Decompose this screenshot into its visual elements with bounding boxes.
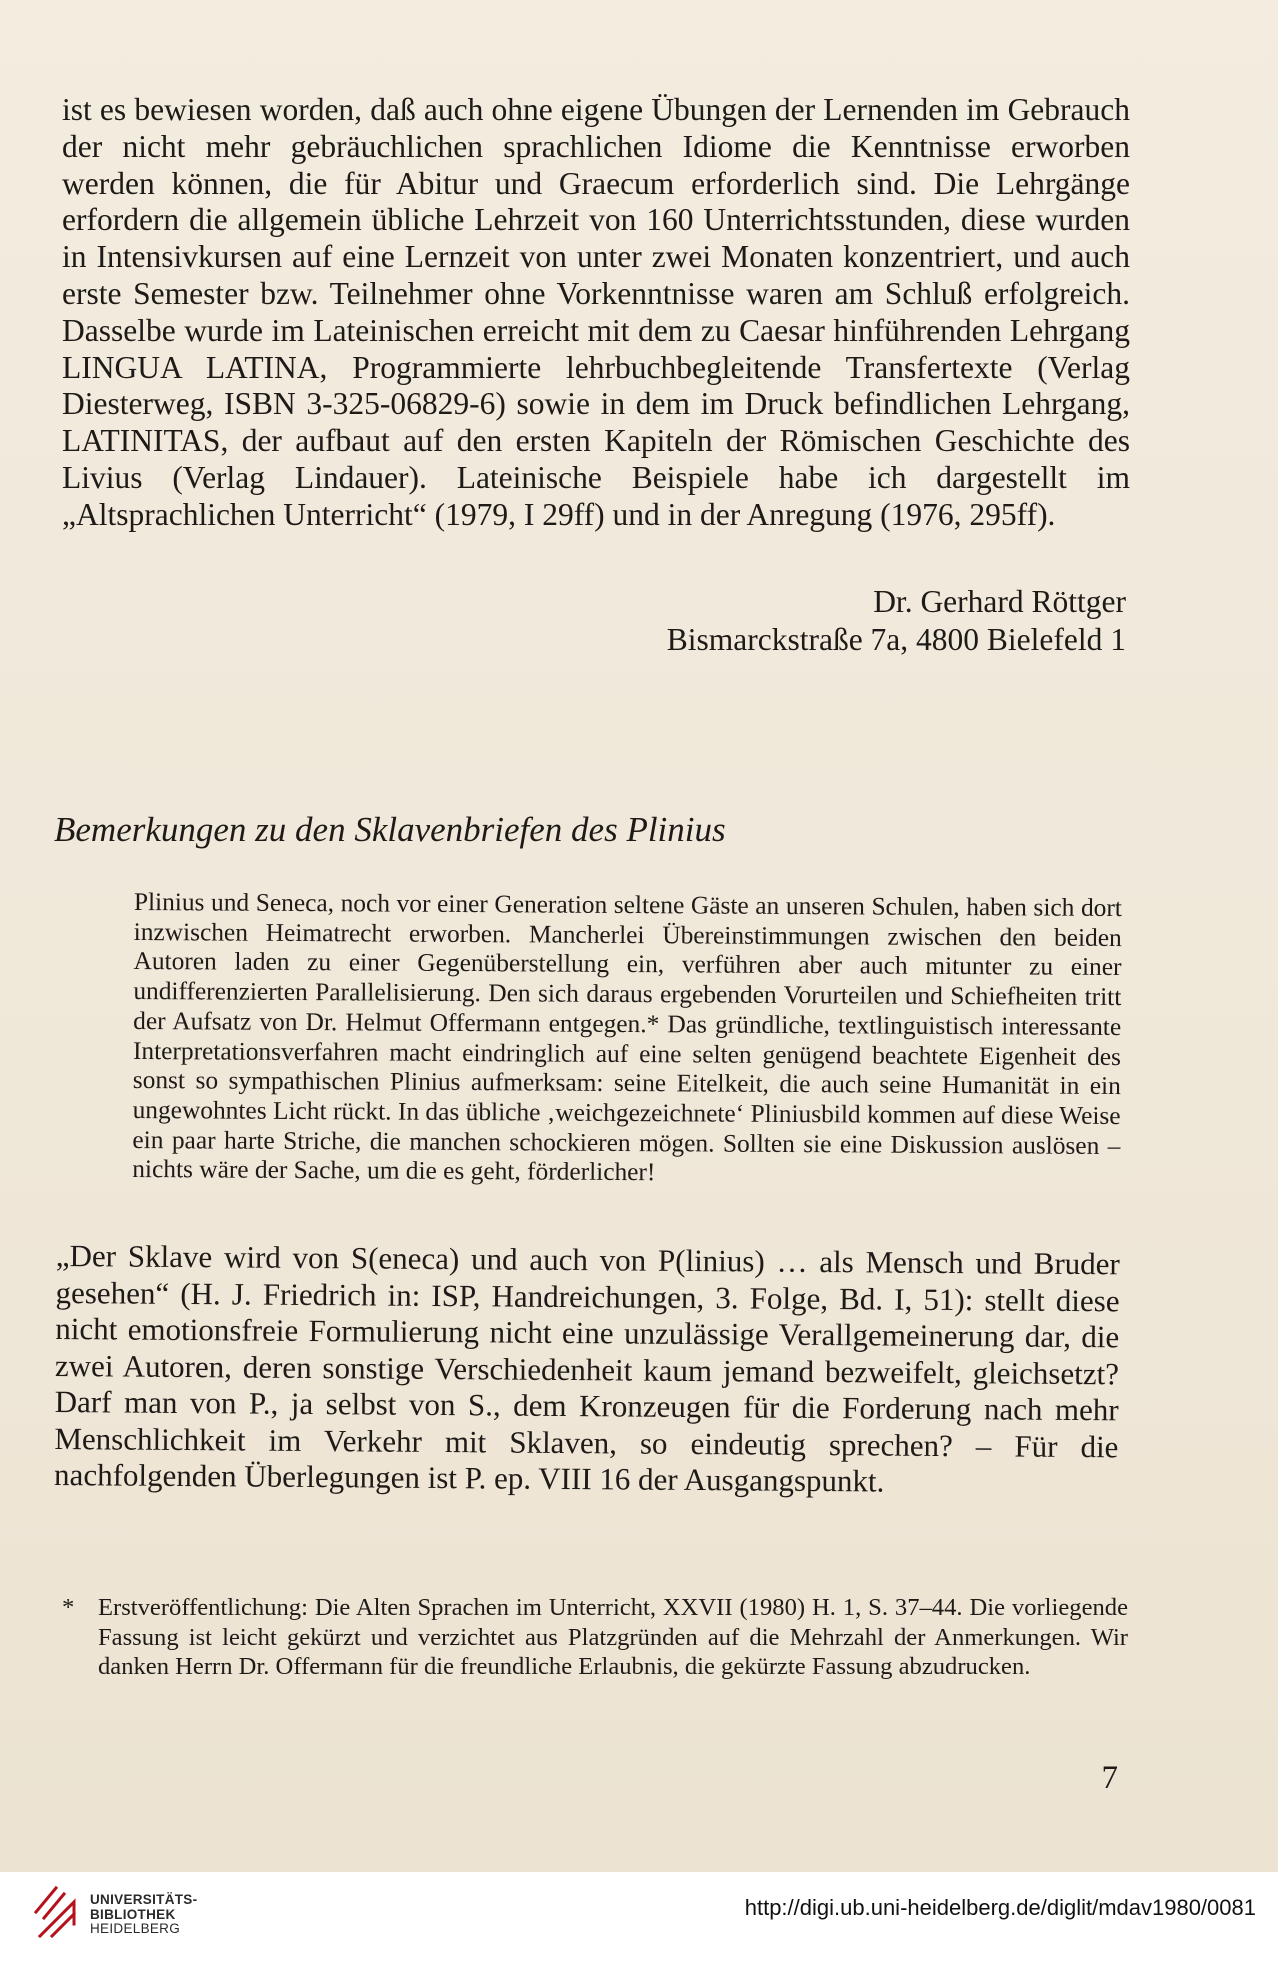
library-logo-icon[interactable] — [30, 1882, 80, 1942]
article-body: „Der Sklave wird von S(eneca) und auch von P(linius) … als Mensch und Bruder gesehen“ (H. J. Friedrich in: ISP, Handreichungen, 3. Folge, Bd. I, 51): stellt diese nicht emotionsfreie Formulierung nicht eine unzulässige Verallgemeinerung dar, die zwei Autoren, deren sonstige Verschiedenheit kaum jemand bezweifelt, gleichsetzt? Darf man von P., ja selbst von S., dem Kronzeugen für die Forderung nach mehr Menschlichkeit im Verkehr mit Sklaven, so eindeutig sprechen? – Für die nachfolgenden Überlegungen ist P. ep. VIII 16 der Ausgangspunkt. — [54, 1238, 1120, 1499]
logo-line-3: HEIDELBERG — [90, 1921, 181, 1936]
page-number: 7 — [1101, 1760, 1118, 1796]
author-signature — [667, 583, 1126, 659]
library-logo-text — [90, 1893, 197, 1937]
footnote — [62, 1593, 1128, 1682]
footnote-mark: * — [62, 1594, 75, 1621]
source-url-link[interactable]: http://digi.ub.uni-heidelberg.de/diglit/mdav1980/0081 — [744, 1895, 1256, 1920]
footnote-text: Erstveröffentlichung: Die Alten Sprachen im Unterricht, XXVII (1980) H. 1, S. 37–44. Die vorliegende Fassung ist leicht gekürzt und verzichtet aus Platzgründen auf die Mehrzahl der Anmerkungen. Wir danken Herrn Dr. Offermann für die freundliche Erlaubnis, die gekürzte Fassung abzudrucken. — [98, 1594, 1128, 1680]
article-title: Bemerkungen zu den Sklavenbriefen des Plinius — [54, 810, 726, 849]
author-address: Bismarckstraße 7a, 4800 Bielefeld 1 — [666, 622, 1126, 657]
logo-line-1: UNIVERSITÄTS- — [90, 1892, 198, 1907]
intro-paragraph: ist es bewiesen worden, daß auch ohne eigene Übungen der Lernenden im Gebrauch der nicht mehr gebräuchlichen sprachlichen Idiome die Kenntnisse erworben werden können, die für Abitur und Graecum erforderlich sind. Die Lehrgänge erfordern die allgemein übliche Lehrzeit von 160 Unterrichtsstunden, diese wurden in Intensivkursen auf eine Lernzeit von unter zwei Monaten konzentriert, und auch erste Semester bzw. Teilnehmer ohne Vorkenntnisse waren am Schluß erfolgreich. Dasselbe wurde im Lateinischen erreicht mit dem zu Caesar hinführenden Lehrgang LINGUA LATINA, Programmierte lehrbuchbegleitende Transfertexte (Verlag Diesterweg, ISBN 3-325-06829-6) sowie in dem im Druck befindlichen Lehrgang, LATINITAS, der aufbaut auf den ersten Kapiteln der Römischen Geschichte des Livius (Verlag Lindauer). Lateinische Beispiele habe ich dargestellt im „Altsprachlichen Unterricht“ (1979, I 29ff) und in der Anregung (1976, 295ff). — [62, 92, 1130, 532]
article-abstract: Plinius und Seneca, noch vor einer Generation seltene Gäste an unseren Schulen, haben sich dort inzwischen Heimatrecht erworben. Mancherlei Übereinstimmungen zwischen den beiden Autoren laden zu einer Gegenüberstellung ein, verführen aber auch mitunter zu einer undifferenzierten Parallelisierung. Den sich daraus ergebenden Vorurteilen und Schiefheiten tritt der Aufsatz von Dr. Helmut Offermann entgegen.* Das gründliche, textlinguistisch interessante Interpretationsverfahren macht eindringlich auf eine selten genügend beachtete Eigenheit des sonst so sympathischen Plinius aufmerksam: seine Eitelkeit, die auch seine Humanität in ein ungewohntes Licht rückt. In das übliche ‚weichgezeichnete‘ Pliniusbild kommen auf diese Weise ein paar harte Striche, die manchen schockieren mögen. Sollten sie eine Diskussion auslösen – nichts wäre der Sache, um die es geht, förderlicher! — [132, 888, 1122, 1187]
author-name: Dr. Gerhard Röttger — [873, 584, 1126, 619]
logo-line-2: BIBLIOTHEK — [90, 1906, 176, 1922]
